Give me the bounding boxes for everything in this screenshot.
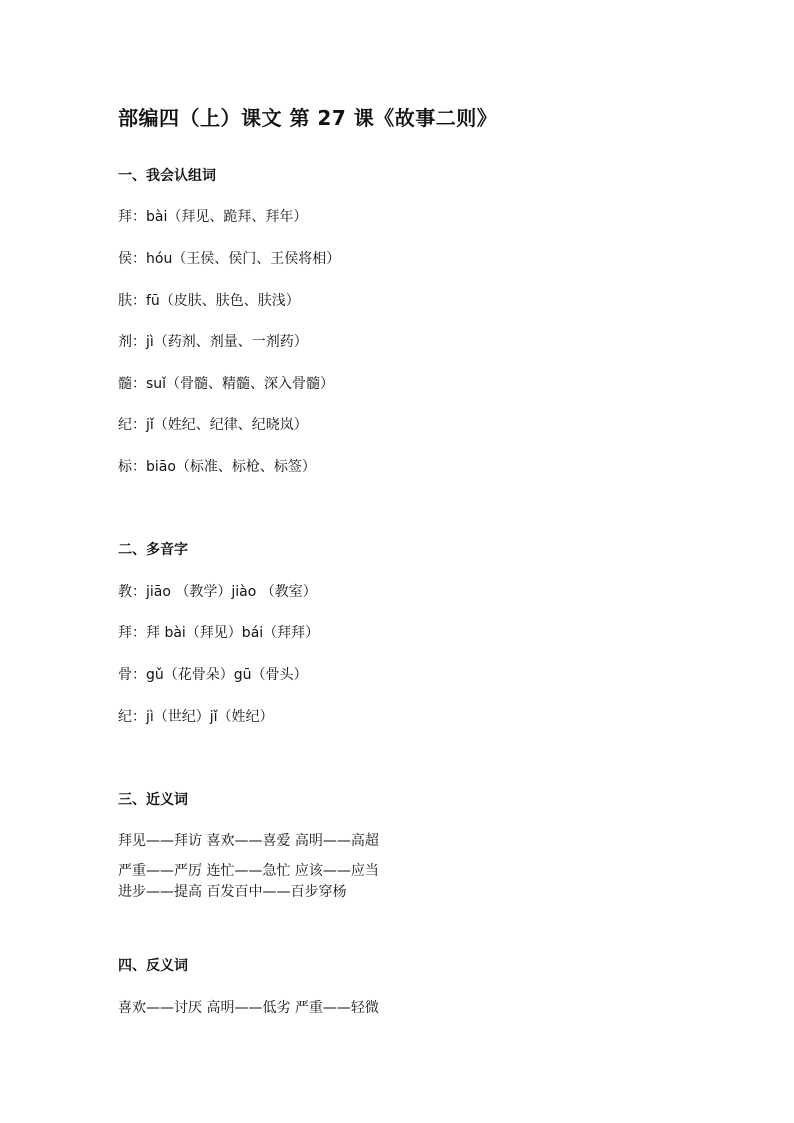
word-line: 侯：hóu（王侯、侯门、王侯将相）: [118, 251, 341, 267]
section-heading-polyphones: 二、多音字: [118, 542, 188, 558]
section-heading-synonyms: 三、近义词: [118, 792, 188, 808]
section-heading-antonyms: 四、反义词: [118, 958, 188, 974]
word-line: 纪：jǐ（姓纪、纪律、纪晓岚）: [118, 417, 308, 433]
synonym-line: 进步——提高 百发百中——百步穿杨: [118, 884, 347, 900]
polyphone-line: 纪：jì（世纪）jǐ（姓纪）: [118, 709, 274, 725]
section-heading-recognize-words: 一、我会认组词: [118, 168, 216, 184]
polyphone-line: 教：jiāo （教学）jiào （教室）: [118, 584, 317, 600]
polyphone-line: 拜：拜 bài（拜见）bái（拜拜）: [118, 625, 320, 641]
word-line: 剂：jì（药剂、剂量、一剂药）: [118, 334, 308, 350]
antonym-line: 喜欢——讨厌 高明——低劣 严重——轻微: [118, 1000, 379, 1016]
word-line: 标：biāo（标准、标枪、标签）: [118, 459, 316, 475]
word-line: 拜：bài（拜见、跪拜、拜年）: [118, 209, 308, 225]
polyphone-line: 骨：gǔ（花骨朵）gū（骨头）: [118, 667, 308, 683]
word-line: 髓：suǐ（骨髓、精髓、深入骨髓）: [118, 376, 335, 392]
page-title: 部编四（上）课文 第 27 课《故事二则》: [118, 106, 498, 130]
word-line: 肤：fū（皮肤、肤色、肤浅）: [118, 293, 300, 309]
synonym-line: 拜见——拜访 喜欢——喜爱 高明——高超: [118, 833, 379, 849]
synonym-line: 严重——严厉 连忙——急忙 应该——应当: [118, 863, 379, 879]
